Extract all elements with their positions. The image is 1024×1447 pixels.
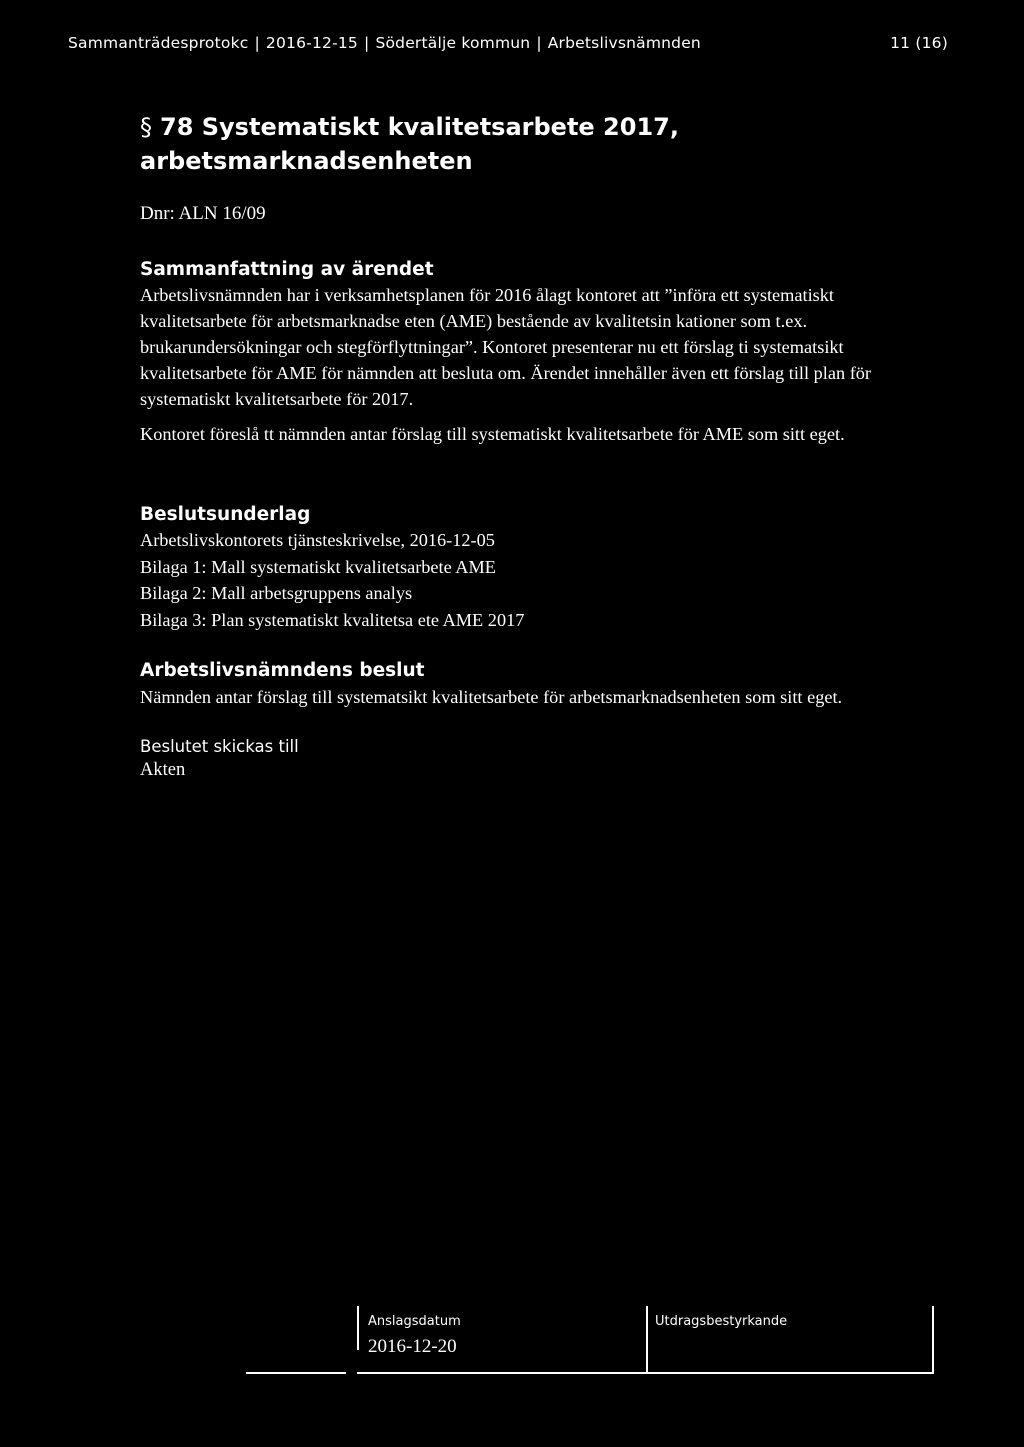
- footer-divider: [357, 1306, 359, 1350]
- summary-paragraph-1: Arbetslivsnämnden har i verksamhetsplanen för 2016 ålagt kontoret att ”införa ett systematiskt kvalitetsarbete för arbetsmarknadse eten (AME) bestående av kvalitetsin kationer som t.ex. brukarundersökningar och stegförflyttningar”. Kontoret presenterar nu ett förslag ti systematsikt kvalitetsarbete för AME för nämnden att besluta om. Ärendet innehåller även ett förslag till plan för systematiskt kvalitetsarbete för 2017.: [140, 285, 872, 409]
- footer-divider: [646, 1306, 648, 1373]
- posting-date: 2016-12-20: [368, 1336, 457, 1357]
- page-header: [68, 34, 948, 52]
- section-title: [140, 110, 900, 178]
- basis-item: Bilaga 3: Plan systematiskt kvalitetsa ete AME 2017: [140, 610, 525, 631]
- header-municipality: Södertälje kommun: [375, 34, 531, 52]
- posting-date-label: Anslagsdatum: [368, 1314, 461, 1329]
- certification-label: Utdragsbestyrkande: [655, 1314, 788, 1329]
- header-separator: |: [254, 34, 260, 52]
- decision-text: Nämnden antar förslag till systematsikt kvalitetsarbete för arbetsmarknadsenheten som sitt eget.: [140, 687, 843, 707]
- section-symbol: §: [140, 113, 152, 141]
- footer-signature-line: [246, 1372, 346, 1374]
- basis-item: Arbetslivskontorets tjänsteskrivelse, 2016-12-05: [140, 530, 495, 550]
- summary-body: [140, 282, 940, 456]
- footer-divider: [932, 1306, 934, 1373]
- page-number: 11 (16): [890, 34, 948, 52]
- header-committee: Arbetslivsnämnden: [547, 34, 701, 52]
- header-date: 2016-12-15: [265, 34, 358, 52]
- sent-to-label: Beslutet skickas till: [140, 737, 299, 756]
- header-separator: |: [364, 34, 370, 52]
- section-title-text: 78 Systematiskt kvalitetsarbete 2017, arbetsmarknadsenheten: [140, 113, 679, 175]
- basis-list: [140, 527, 940, 634]
- basis-heading: Beslutsunderlag: [140, 504, 311, 525]
- header-doc-type: Sammanträdesprotokc: [68, 34, 249, 52]
- basis-item: Bilaga 2: Mall arbetsgruppens analys: [140, 583, 413, 604]
- header-separator: |: [536, 34, 542, 52]
- summary-paragraph-2: Kontoret föreslå tt nämnden antar förslag till systematiskt kvalitetsarbete för AME som sitt eget.: [140, 424, 845, 444]
- basis-item: Bilaga 1: Mall systematiskt kvalitetsarbete AME: [140, 556, 496, 577]
- case-number: Dnr: ALN 16/09: [140, 203, 266, 224]
- decision-heading: Arbetslivsnämndens beslut: [140, 660, 425, 681]
- sent-to-recipient: Akten: [140, 760, 186, 780]
- summary-heading: Sammanfattning av ärendet: [140, 259, 434, 280]
